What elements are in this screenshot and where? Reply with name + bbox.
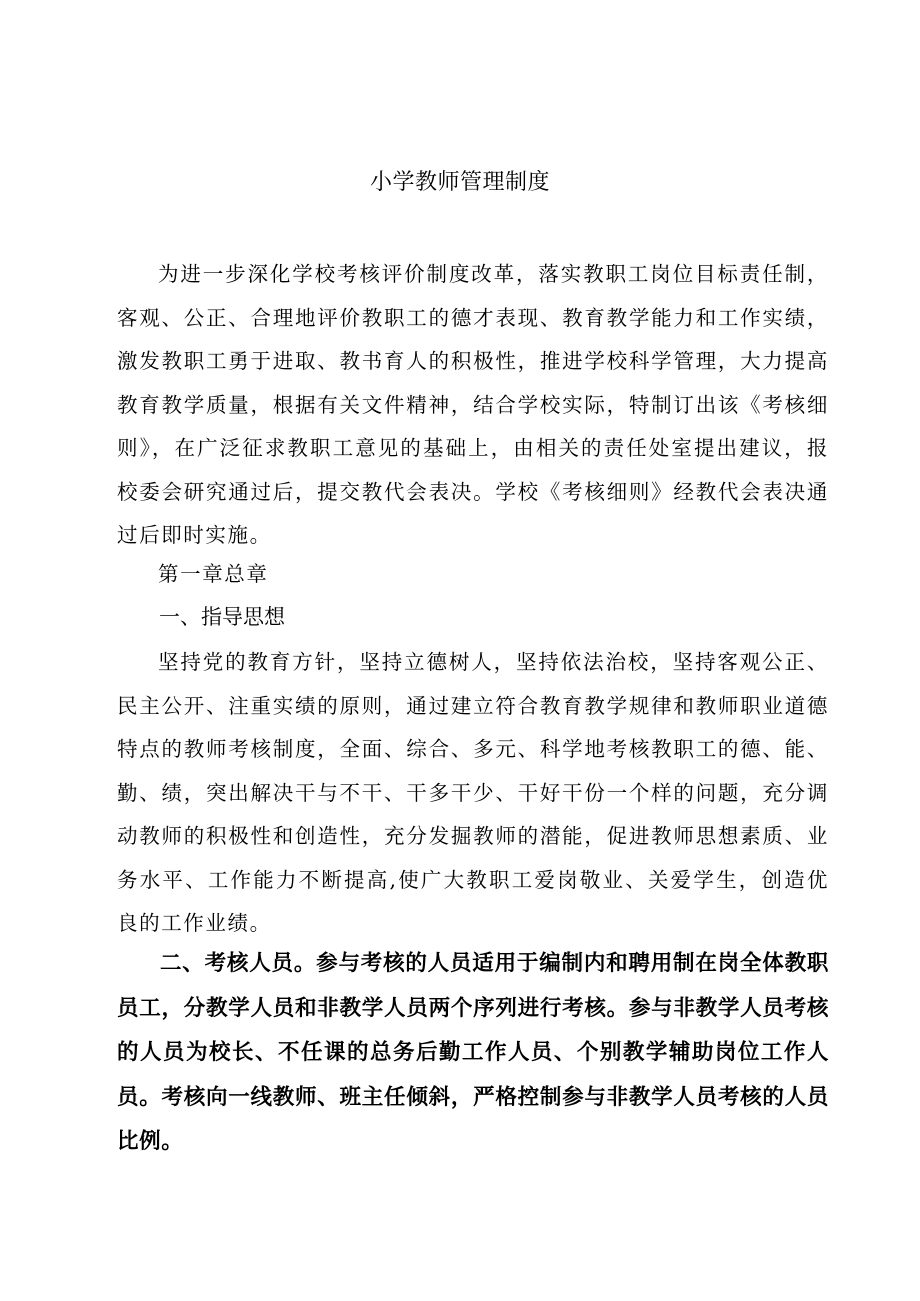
section1-heading: 一、指导思想: [159, 605, 285, 629]
section2-paragraph: [117, 942, 829, 1165]
chapter-heading-block: [117, 553, 829, 597]
section1-paragraph: [117, 641, 829, 946]
intro-text: 为进一步深化学校考核评价制度改革，落实教职工岗位目标责任制，客观、公正、合理地评价教职工的德才表现、教育教学能力和工作实绩，激发教职工勇于进取、教书育人的积极性，推进学校科学管理，大力提高教育教学质量，根据有关文件精神，结合学校实际，特制订出该《考核细则》，在广泛征求教职工意见的基础上，由相关的责任处室提出建议，报校委会研究通过后，提交教代会表决。学校《考核细则》经教代会表决通过后即时实施。: [117, 262, 829, 547]
intro-paragraph: [117, 253, 829, 558]
section1-heading-block: [117, 600, 829, 634]
document-title: 小学教师管理制度: [369, 170, 550, 195]
chapter-heading: 第一章总章: [158, 562, 269, 586]
section2-body: 二、考核人员。参与考核的人员适用于编制内和聘用制在岗全体教职员工，分教学人员和非教学人员两个序列进行考核。参与非教学人员考核的人员为校长、不任课的总务后勤工作人员、个别教学辅助岗位工作人员。考核向一线教师、班主任倾斜，严格控制参与非教学人员考核的人员比例。: [117, 951, 829, 1154]
section1-body: 坚持党的教育方针，坚持立德树人，坚持依法治校，坚持客观公正、民主公开、注重实绩的原则，通过建立符合教育教学规律和教师职业道德特点的教师考核制度，全面、综合、多元、科学地考核教职工的德、能、勤、绩，突出解决干与不干、干多干少、干好干份一个样的问题，充分调动教师的积极性和创造性，充分发掘教师的潜能，促进教师思想素质、业务水平、工作能力不断提高,使广大教职工爱岗敬业、关爱学生，创造优良的工作业绩。: [117, 650, 829, 935]
